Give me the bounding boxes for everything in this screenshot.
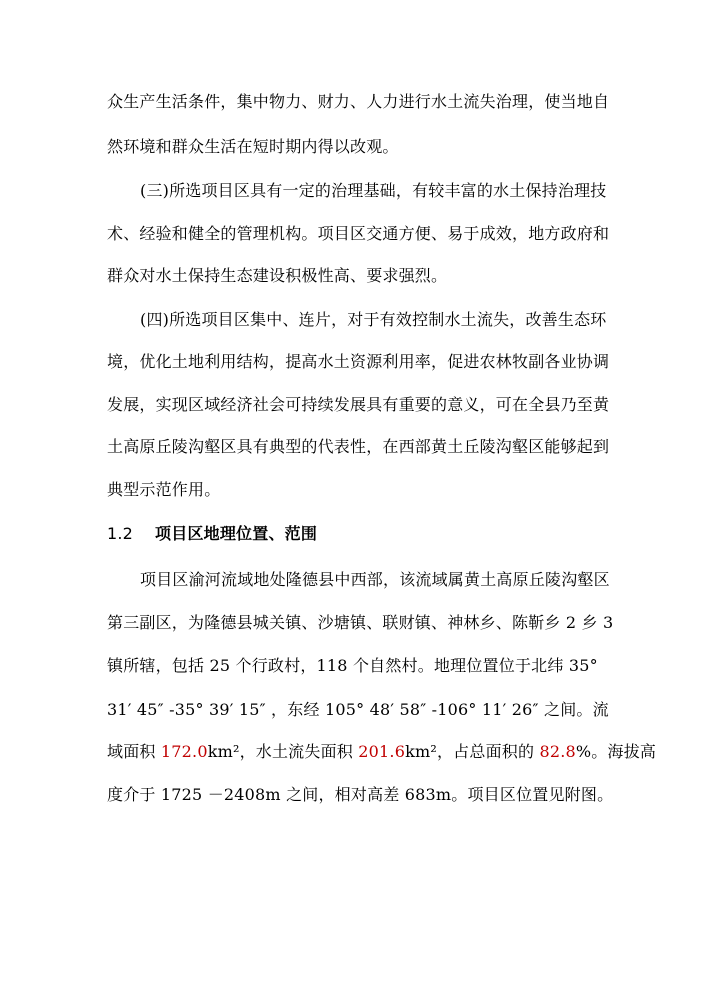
paragraph-1-line-2: 然环境和群众生活在短时期内得以改观。: [107, 137, 399, 156]
paragraph-4-line-2: 第三副区，为隆德县城关镇、沙塘镇、联财镇、神林乡、陈靳乡 2 乡 3: [107, 613, 614, 632]
paragraph-4-line-1: 项目区渝河流域地处隆德县中西部，该流域属黄土高原丘陵沟壑区: [140, 570, 610, 589]
paragraph-3-line-4: 土高原丘陵沟壑区具有典型的代表性，在西部黄土丘陵沟壑区能够起到: [107, 437, 610, 456]
section-number: 1.2: [107, 524, 134, 543]
paragraph-4-line-3: 镇所辖，包括 25 个行政村，118 个自然村。地理位置位于北纬 35°: [107, 656, 598, 675]
paragraph-2-line-3: 群众对水土保持生态建设积极性高、要求强烈。: [107, 266, 448, 285]
basin-area-value: 172.0: [160, 742, 208, 761]
percent-prefix-text: km²，占总面积的: [405, 742, 540, 761]
paragraph-3-line-3: 发展，实现区域经济社会可持续发展具有重要的意义，可在全县乃至黄: [107, 395, 610, 414]
paragraph-3-line-2: 境，优化土地利用结构，提高水土资源利用率，促进农林牧副各业协调: [107, 352, 610, 371]
paragraph-4-line-6: 度介于 1725 －2408m 之间，相对高差 683m。项目区位置见附图。: [107, 785, 614, 804]
erosion-percent-value: 82.8: [539, 742, 576, 761]
erosion-area-value: 201.6: [358, 742, 406, 761]
section-title: 项目区地理位置、范围: [155, 524, 318, 543]
paragraph-4-line-4: 31′ 45″ -35° 39′ 15″ ，东经 105° 48′ 58″ -106° 11′ 26″ 之间。流: [107, 700, 609, 719]
paragraph-3-line-1: (四)所选项目区集中、连片，对于有效控制水土流失，改善生态环: [140, 310, 607, 329]
altitude-prefix-text: %。海拔高: [575, 742, 657, 761]
paragraph-1-line-1: 众生产生活条件，集中物力、财力、人力进行水土流失治理，使当地自: [107, 92, 610, 111]
erosion-prefix-text: km²，水土流失面积: [207, 742, 359, 761]
section-heading: [107, 524, 317, 544]
paragraph-2-line-1: (三)所选项目区具有一定的治理基础，有较丰富的水土保持治理技: [140, 181, 607, 200]
area-prefix-text: 域面积: [107, 742, 161, 761]
paragraph-3-line-5: 典型示范作用。: [107, 480, 221, 499]
paragraph-4-line-5: [107, 742, 656, 762]
paragraph-2-line-2: 术、经验和健全的管理机构。项目区交通方便、易于成效，地方政府和: [107, 224, 610, 243]
